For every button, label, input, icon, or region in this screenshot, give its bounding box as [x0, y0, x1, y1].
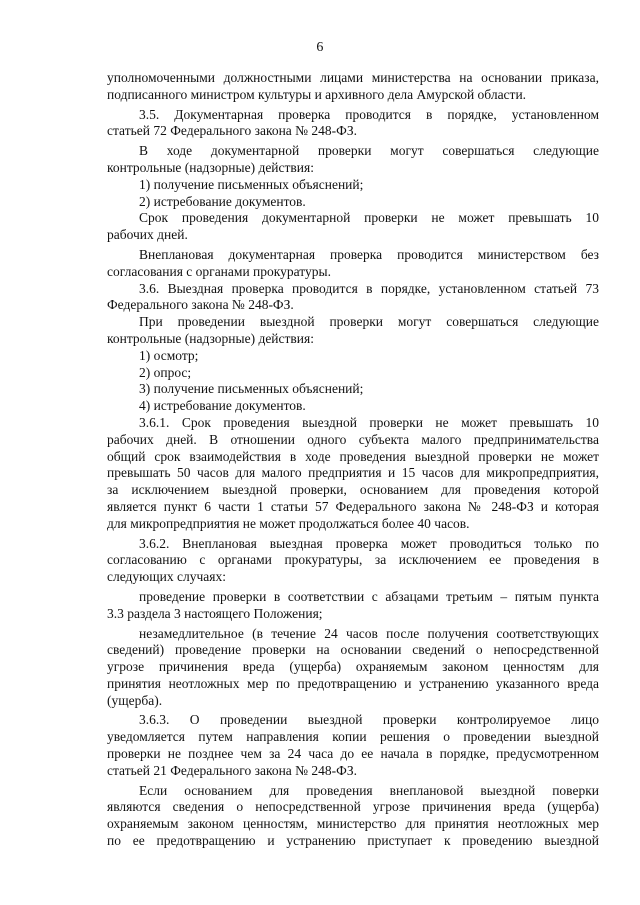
- list-item: [107, 177, 599, 194]
- text-line: контрольные (надзорные) действия:: [107, 159, 314, 175]
- paragraph: [107, 107, 599, 141]
- text-line: сведений) проведение проверки на основании сведений о непосредственной: [107, 642, 599, 658]
- text-line: статьей 72 Федерального закона № 248-ФЗ.: [107, 123, 357, 139]
- list-item: [107, 398, 599, 415]
- text-line: угрозе причинения вреда (ущерба) охраняемым законом ценностям для: [107, 659, 599, 675]
- text-line: контрольные (надзорные) действия:: [107, 330, 314, 346]
- text-line: В ходе документарной проверки могут совершаться следующие: [139, 143, 599, 159]
- list-item: [107, 194, 599, 211]
- paragraph: [107, 143, 599, 177]
- text-line: за исключением выездной проверки, основанием для проведения которой: [107, 482, 599, 498]
- text-line: 3.6.3. О проведении выездной проверки контролируемое лицо: [139, 712, 599, 728]
- text-line: являются сведения о непосредственной угрозе причинения вреда (ущерба): [107, 799, 599, 815]
- text-line: 1) осмотр;: [139, 347, 199, 363]
- text-line: согласованию с органами прокуратуры, за исключением ее проведения в: [107, 552, 599, 568]
- paragraph: [107, 281, 599, 315]
- text-line: 3.5. Документарная проверка проводится в порядке, установленном: [139, 106, 599, 122]
- text-line: (ущерба).: [107, 692, 163, 708]
- text-line: рабочих дней. В отношении одного субъекта малого предпринимательства: [107, 431, 599, 447]
- text-line: уведомляется путем направления копии решения о проведении выездной: [107, 729, 599, 745]
- paragraph: [107, 415, 599, 533]
- page-number: 6: [316, 40, 324, 55]
- text-line: 3.3 раздела 3 настоящего Положения;: [107, 605, 323, 621]
- text-line: Если основанием для проведения внеплановой выездной поверки: [139, 782, 599, 798]
- text-line: 3.6.2. Внеплановая выездная проверка может проводиться только по: [139, 535, 599, 551]
- text-line: проверки не позднее чем за 24 часа до ее начала в порядке, предусмотренном: [107, 746, 599, 762]
- text-line: принятия неотложных мер по предотвращению и устранению указанного вреда: [107, 675, 599, 691]
- paragraph: [107, 210, 599, 244]
- paragraph: [107, 783, 599, 850]
- text-line: проведение проверки в соответствии с абзацами третьим – пятым пункта: [139, 588, 599, 604]
- text-line: 1) получение письменных объяснений;: [139, 176, 364, 192]
- text-line: статьей 21 Федерального закона № 248-ФЗ.: [107, 762, 357, 778]
- text-line: охраняемым законом ценностям, министерство для принятия неотложных мер: [107, 816, 599, 832]
- text-line: 3.6.1. Срок проведения выездной проверки не может превышать 10: [139, 414, 599, 430]
- text-line: Внеплановая документарная проверка проводится министерством без: [139, 246, 599, 262]
- text-line: При проведении выездной проверки могут совершаться следующие: [139, 314, 599, 330]
- text-line: согласования с органами прокуратуры.: [107, 263, 331, 279]
- text-line: для микропредприятия не может продолжаться более 40 часов.: [107, 515, 470, 531]
- paragraph: [107, 626, 599, 710]
- text-line: 3.6. Выездная проверка проводится в порядке, установленном статьей 73: [139, 280, 599, 296]
- paragraph: [107, 589, 599, 623]
- text-line: является пункт 6 части 1 статьи 57 Федерального закона № 248-ФЗ и которая: [107, 498, 599, 514]
- paragraph: [107, 712, 599, 779]
- paragraph: [107, 314, 599, 348]
- text-line: общий срок взаимодействия в ходе проведения выездной проверки не может: [107, 448, 599, 464]
- list-item: [107, 365, 599, 382]
- text-line: Федерального закона № 248-ФЗ.: [107, 297, 294, 313]
- list-item: [107, 348, 599, 365]
- text-line: подписанного министром культуры и архивного дела Амурской области.: [107, 86, 527, 102]
- paragraph: [107, 536, 599, 586]
- document-body: [107, 70, 599, 850]
- text-line: следующих случаях:: [107, 569, 226, 585]
- text-line: по ее предотвращению и устранению приступает к проведению выездной: [107, 833, 599, 849]
- text-line: рабочих дней.: [107, 227, 188, 243]
- text-line: 4) истребование документов.: [139, 398, 306, 414]
- text-line: 2) опрос;: [139, 364, 192, 380]
- text-line: 2) истребование документов.: [139, 193, 306, 209]
- text-line: незамедлительное (в течение 24 часов после получения соответствующих: [139, 625, 599, 641]
- text-line: уполномоченными должностными лицами министерства на основании приказа,: [107, 70, 599, 85]
- paragraph: [107, 247, 599, 281]
- text-line: превышать 50 часов для малого предприятия и 15 часов для микропредприятия,: [107, 465, 599, 481]
- text-line: Срок проведения документарной проверки не может превышать 10: [139, 210, 599, 226]
- list-item: [107, 381, 599, 398]
- text-line: 3) получение письменных объяснений;: [139, 381, 364, 397]
- paragraph: [107, 70, 599, 104]
